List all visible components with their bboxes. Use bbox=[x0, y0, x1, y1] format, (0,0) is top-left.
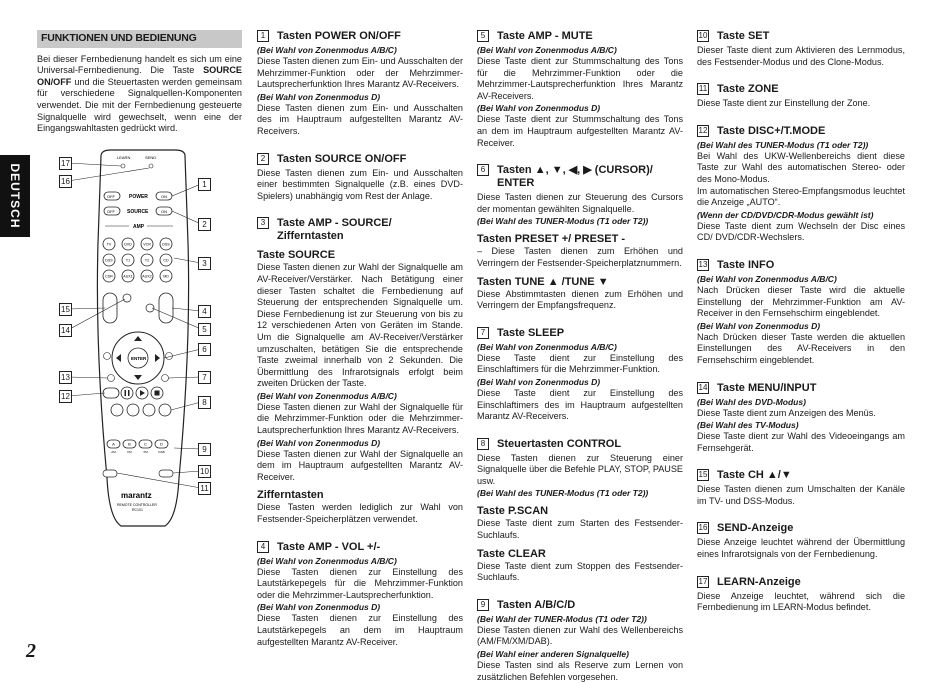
input-button-label: DSS bbox=[162, 242, 170, 247]
channel-rocker[interactable] bbox=[103, 293, 117, 323]
callout-7: 7 bbox=[198, 371, 211, 384]
callout-5: 5 bbox=[198, 323, 211, 336]
section-title: FUNKTIONEN UND BEDIENUNG bbox=[37, 30, 242, 48]
section-11-title: 11 Taste ZONE bbox=[698, 83, 779, 96]
section-3-title: 3 Taste AMP - SOURCE/ bbox=[257, 217, 463, 230]
svg-text:OFF: OFF bbox=[107, 194, 115, 199]
svg-text:POWER: POWER bbox=[129, 194, 148, 200]
callout-11: 11 bbox=[198, 482, 211, 495]
pause-icon bbox=[125, 390, 127, 396]
section-10-title: 10 Taste SET bbox=[698, 30, 770, 42]
mute-button[interactable] bbox=[146, 304, 154, 312]
callout-13: 13 bbox=[59, 371, 72, 384]
svg-text:RC101: RC101 bbox=[132, 508, 143, 512]
svg-text:OFF: OFF bbox=[107, 209, 115, 214]
section-8-title: 8 Steuertasten CONTROL bbox=[477, 438, 683, 451]
brand-logo: marantz bbox=[121, 491, 152, 500]
section-12-title: 12 Taste DISC+/T.MODE bbox=[698, 124, 826, 137]
column-intro bbox=[37, 30, 242, 135]
section-17-title: 17 LEARN-Anzeige bbox=[698, 575, 801, 588]
section-16-title: 16 SEND-Anzeige bbox=[698, 522, 794, 535]
rewind-button[interactable] bbox=[111, 404, 123, 416]
svg-text:AMP: AMP bbox=[133, 224, 145, 230]
volume-rocker[interactable] bbox=[159, 293, 173, 323]
callout-15: 15 bbox=[59, 303, 72, 316]
band-sublabel: DAB bbox=[158, 450, 165, 454]
callout-17: 17 bbox=[59, 157, 72, 170]
section-13-title: 13 Taste INFO bbox=[698, 258, 775, 271]
input-button-label: AUX1 bbox=[123, 274, 133, 279]
callout-4: 4 bbox=[198, 305, 211, 318]
sleep-button[interactable] bbox=[162, 375, 169, 382]
page-number: 2 bbox=[26, 640, 36, 662]
section-1-title: 1 Tasten POWER ON/OFF bbox=[257, 30, 463, 43]
input-button-label: TV bbox=[106, 242, 112, 247]
band-button-label: D bbox=[160, 441, 163, 447]
input-button-label: DVD bbox=[124, 242, 132, 247]
callout-9: 9 bbox=[198, 443, 211, 456]
language-tab bbox=[0, 155, 30, 237]
input-button-label: CDR bbox=[105, 274, 113, 279]
callout-3: 3 bbox=[198, 257, 211, 270]
stop-icon bbox=[155, 391, 160, 396]
skip-forward-button[interactable] bbox=[143, 404, 155, 416]
disc-tmode-button[interactable] bbox=[103, 388, 119, 398]
band-sublabel: AM bbox=[111, 450, 116, 454]
column-3: 5 Taste AMP - MUTE (Bei Wahl von Zonenmodus A/B/C) Diese Taste dient zur Stummschaltung des Tons für die Mehrzimmer-Funktion oder die Mehrzimmer-Lautsprecherfunktion Ihres Marantz AV-Receivers. (Bei Wahl von Zonenmodus D) Diese Taste dient zur Stummschaltung des Tons an dem im Hauptraum aufgestellten Marantz AV-Receiver. 6 Tasten ▲, ▼, ◀, ▶ (CURSOR)/ ENTER Diese Tasten dienen zur Steuerung des Cursors der momentan gewählten Signalquelle. (Bei Wahl des TUNER-Modus (T1 oder T2)) Tasten PRESET +/ PRESET - – Diese Tasten dienen zum Erhöhen und Verringern der Festsender-Speicherplatznummern. Tasten TUNE ▲ /TUNE ▼ Diese Abstimmtasten dienen zum Erhöhen und Verringern der Empfangsfrequenz. 7 Taste SLEEP (Bei Wahl von Zonenmodus A/B/C) Diese Taste dient zur Einstellung des Einschlaftimers für die Mehrzimmer-Funktion. (Bei Wahl von Zonenmodus D) Diese Taste dient zur Einstellung des Einschlaftimers des im Hauptraum aufgestellten Marantz AV-Receivers. 8 Steuertasten CONTROL Diese Tasten dienen zur Steuerung einer Signalquelle über die Befehle PLAY, STOP, PAUSE usw. (Bei Wahl des TUNER-Modus (T1 oder T2)) Taste P.SCAN Diese Taste dient zum Starten des Festsender-Suchlaufs. Taste CLEAR Diese Taste dient zum Stoppen des Festsender-Suchlaufs. 9 Tasten A/B/C/D (Bei Wahl der TUNER-Modus (T1 oder T2)) Diese Tasten dienen zur Wahl des Wellenbereichs (AM/FM/XM/DAB). (Bei Wahl einer anderen Signalquelle) Diese Tasten sind als Reserve zum Lernen von zusätzlichen Befehlen vorgesehen. bbox=[477, 30, 683, 682]
column-2: 1 Tasten POWER ON/OFF (Bei Wahl von Zonenmodus A/B/C) Diese Tasten dienen zum Ein- und Ausschalten der Mehrzimmer-Funktion oder der Mehrzimmer-Lautsprecherfunktion Ihres Marantz AV-Receivers. (Bei Wahl von Zonenmodus D) Diese Tasten dienen zum Ein- und Ausschalten des im Hauptraum aufgestellten Marantz AV-Receivers. 2 Tasten SOURCE ON/OFF Diese Tasten dienen zum Ein- und Ausschalten einer bestimmten Signalquelle (z.B. eines DVD-Spielers) unabhängig vom Rest der Anlage. 3 Taste AMP - SOURCE/ Zifferntasten Taste SOURCE Diese Tasten dienen zur Wahl der Signalquelle am AV-Receiver/Verstärker. Nach Betätigung einer dieser Tasten schaltet die Fernbedienung auf Steuerung der entsprechenden Signalquelle um. Diese Fernbedienung ist zur Steuerung von bis zu 12 verschiedenen Arten von Geräten im Stande. Um die Signalquelle am AV-Receiver/Verstärker umzuschalten, betätigen Sie die entsprechende Taste zweimal innerhalb von 2 Sekunden. Die Übermittlung des Infrarotsignals erfolgt beim zweiten Drücken der Taste. (Bei Wahl von Zonenmodus A/B/C) Diese Tasten dienen zur Wahl der Signalquelle für die Mehrzimmer-Funktion oder die Mehrzimmer-Lautsprecherfunktion Ihres Marantz AV-Receivers. (Bei Wahl von Zonenmodus D) Diese Tasten dienen zur Wahl der Signalquelle an dem im Hauptraum aufgestellten Marantz AV-Receiver. Zifferntasten Diese Tasten werden lediglich zur Wahl von Festsender-Speicherplätzen verwendet. 4 Taste AMP - VOL +/- (Bei Wahl von Zonenmodus A/B/C) Diese Tasten dienen zur Einstellung des Lautstärkepegels für die Mehrzimmer-Funktion oder die Mehrzimmer-Lautsprecherfunktion. (Bei Wahl von Zonenmodus D) Diese Tasten dienen zur Einstellung des Lautstärkepegels an dem im Hauptraum aufgestellten Marantz AV-Receiver. bbox=[257, 30, 463, 647]
svg-text:ON: ON bbox=[161, 194, 167, 199]
menu-button[interactable] bbox=[123, 294, 131, 302]
fast-forward-button[interactable] bbox=[159, 404, 171, 416]
input-button-label: T2 bbox=[144, 258, 150, 263]
input-button-label: DSS bbox=[105, 258, 113, 263]
band-sublabel: XM bbox=[143, 450, 148, 454]
section-14-title: 14 Taste MENU/INPUT bbox=[698, 381, 817, 394]
column-4: 10 Taste SET Dieser Taste dient zum Aktivieren des Lernmodus, des Festsender-Modus und des Clone-Modus. 11 Taste ZONE Diese Taste dient zur Einstellung der Zone. 12 Taste DISC+/T.MODE (Bei Wahl des TUNER-Modus (T1 oder T2)) Bei Wahl des UKW-Wellenbereichs dient diese Taste zur Wahl des automatischen Stereo- oder des Mono-Modus. Im automatischen Stereo-Empfangsmodus leuchtet die Anzeige „AUTO“. (Wenn der CD/DVD/CDR-Modus gewählt ist) Diese Taste dient zum Wechseln der Disc eines CD/ DVD/CDR-Wechslers. 13 Taste INFO (Bei Wahl von Zonenmodus A/B/C) Nach Drücken dieser Taste wird die aktuelle Einstellung der Mehrzimmer-Funktion am AV-Receiver in den Fernsehschirm eingeblendet. (Bei Wahl von Zonenmodus D) Nach Drücken dieser Taste werden die aktuellen Einstellungen des AV-Receivers in den Fernsehschirm eingeblendet. 14 Taste MENU/INPUT (Bei Wahl des DVD-Modus) Diese Taste dient zum Anzeigen des Menüs. (Bei Wahl des TV-Modus) Diese Taste dient zur Wahl des Videoeingangs am Fernsehgerät. 15 Taste CH ▲/▼ Diese Tasten dienen zum Umschalten der Kanäle im TV- und DSS-Modus. 16 SEND-Anzeige Diese Anzeige leuchtet während der Übermittlung eines Infrarotsignals von der Fernbedienung. 17 LEARN-Anzeige Diese Anzeige leuchtet, während sich die Fernbedienung im LEARN-Modus befindet. bbox=[697, 30, 905, 613]
callout-1: 1 bbox=[198, 178, 211, 191]
section-9-title: 9 Tasten A/B/C/D bbox=[477, 599, 683, 612]
skip-back-button[interactable] bbox=[127, 404, 139, 416]
band-button-label: C bbox=[144, 441, 147, 447]
callout-8: 8 bbox=[198, 396, 211, 409]
svg-text:SEND: SEND bbox=[145, 155, 157, 160]
input-button-label: T1 bbox=[125, 258, 131, 263]
callout-6: 6 bbox=[198, 343, 211, 356]
callout-14: 14 bbox=[59, 324, 72, 337]
callout-2: 2 bbox=[198, 218, 211, 231]
learn-led-icon bbox=[121, 164, 125, 168]
input-button-label: AUX2 bbox=[142, 274, 152, 279]
band-button-label: B bbox=[128, 441, 131, 447]
svg-text:ON: ON bbox=[161, 209, 167, 214]
callout-10: 10 bbox=[198, 465, 211, 478]
intro-text: Bei dieser Fernbedienung handelt es sich um eine Universal-Fernbedienung. Die Taste SOURCE ON/OFF und die Steuertasten werden gemeinsam für verschiedene Signalquellen-Komponenten verwendet. Die mit der Fernbedienung gesteuerte Signalquelle wird gewechselt, wenn eine der Eingangswahltasten gedrückt wird. bbox=[37, 53, 242, 134]
info-button[interactable] bbox=[108, 375, 115, 382]
zone-button[interactable] bbox=[159, 470, 173, 477]
callout-16: 16 bbox=[59, 175, 72, 188]
band-sublabel: FM bbox=[127, 450, 132, 454]
preset-minus-button[interactable] bbox=[104, 353, 111, 360]
svg-text:SOURCE: SOURCE bbox=[127, 209, 149, 215]
callout-12: 12 bbox=[59, 390, 72, 403]
pause-button[interactable] bbox=[121, 387, 133, 399]
section-5-title: 5 Taste AMP - MUTE bbox=[477, 30, 683, 43]
section-4-title: 4 Taste AMP - VOL +/- bbox=[257, 541, 463, 554]
section-7-title: 7 Taste SLEEP bbox=[477, 327, 683, 340]
set-button[interactable] bbox=[103, 470, 117, 477]
input-button-label: VCR bbox=[143, 242, 151, 247]
svg-text:LEARN: LEARN bbox=[117, 155, 131, 160]
input-button-label: MD bbox=[163, 274, 169, 279]
input-button-label: CD bbox=[163, 258, 169, 263]
band-button-label: A bbox=[112, 441, 115, 447]
send-led-icon bbox=[149, 164, 153, 168]
language-tab-label: DEUTSCH bbox=[8, 163, 22, 229]
svg-text:ENTER: ENTER bbox=[131, 356, 147, 361]
svg-text:REMOTE CONTROLLER: REMOTE CONTROLLER bbox=[117, 503, 157, 507]
section-15-title: 15 Taste CH ▲/▼ bbox=[698, 469, 792, 482]
section-6-title: 6 Tasten ▲, ▼, ◀, ▶ (CURSOR)/ bbox=[477, 164, 683, 177]
section-2-title: 2 Tasten SOURCE ON/OFF bbox=[257, 153, 463, 166]
